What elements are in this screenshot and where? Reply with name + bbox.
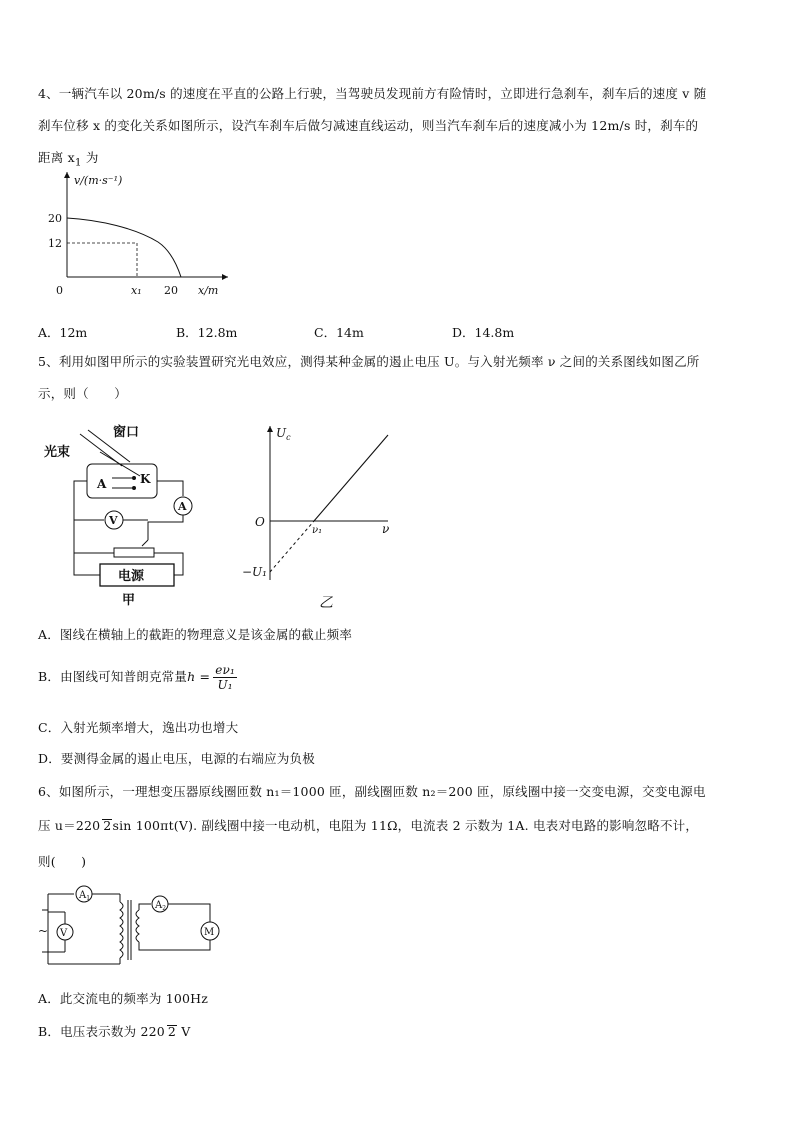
q5-option-d: D．要测得金属的遏止电压，电源的右端应为负极 xyxy=(38,751,315,766)
q6-ammeter-1-label: $A_1$ xyxy=(79,890,91,902)
q5-figure-a-apparatus xyxy=(40,420,200,610)
q6-text-line3: 则( ) xyxy=(38,854,87,869)
q4-text-line2: 刹车位移 x 的变化关系如图所示，设汽车刹车后做匀减速直线运动，则当汽车刹车后的速度减小为 12m/s 时，刹车的 xyxy=(38,118,699,133)
q5-x-tick-v1: ν₁ xyxy=(312,525,323,536)
q5-extrapolated-line xyxy=(270,521,314,572)
q5-window-label: 窗口 xyxy=(113,425,140,440)
q5-x-axis-label: ν xyxy=(382,522,390,536)
q5-cathode-label: K xyxy=(140,472,151,486)
q6-ac-source-icon: ~ xyxy=(38,924,49,938)
q4-x-axis-label: x/m xyxy=(198,284,219,297)
q5-source-label: 电源 xyxy=(118,569,145,584)
q5-fig-a-caption: 甲 xyxy=(122,593,136,608)
q4-text-line3: 距离 $x_1$ 为 xyxy=(38,150,99,169)
q4-option-d: D．14.8m xyxy=(452,325,515,340)
q4-option-b: B．12.8m xyxy=(176,325,238,340)
q5-ammeter-label: A xyxy=(178,500,187,513)
q4-x-tick-x1: x₁ xyxy=(131,284,142,297)
q4-option-c: C．14m xyxy=(314,325,364,340)
q5-y-intercept-label: −U₁ xyxy=(242,565,267,579)
q4-option-a: A．12m xyxy=(38,325,88,340)
q5-light-label: 光束 xyxy=(44,445,71,460)
q4-velocity-displacement-graph xyxy=(40,170,240,300)
q5-option-a: A．图线在横轴上的截距的物理意义是该金属的截止频率 xyxy=(38,627,353,642)
q5-stop-voltage-line xyxy=(314,435,388,521)
q5-anode-label: A xyxy=(97,477,107,491)
q5-voltmeter-label: V xyxy=(109,514,118,527)
q4-y-tick-20: 20 xyxy=(48,212,62,225)
q6-text-line1: 6、如图所示，一理想变压器原线圈匝数 n₁＝1000 匝，副线圈匝数 n₂＝200 匝，原线圈中接一交变电源，交变电源电 xyxy=(38,784,706,799)
q4-velocity-curve xyxy=(67,218,181,277)
q6-motor-label: M xyxy=(204,927,215,938)
q6-primary-coil xyxy=(120,902,123,958)
q6-ammeter-2-label: $A_2$ xyxy=(155,900,167,912)
q4-text-line1: 4、一辆汽车以 20m/s 的速度在平直的公路上行驶，当驾驶员发现前方有险情时，立即进行急刹车，刹车后的速度 v 随 xyxy=(38,86,707,101)
q6-transformer-circuit xyxy=(38,880,228,975)
q6-option-a: A．此交流电的频率为 100Hz xyxy=(38,991,209,1006)
q4-y-axis-label: v/(m·s⁻¹) xyxy=(74,174,123,187)
q6-voltmeter-label: V xyxy=(60,928,68,939)
q5-option-b: B．由图线可知普朗克常量h = $\frac{\text{eν₁}}{\text{U₁}}$ xyxy=(38,663,236,692)
q5-rheostat xyxy=(114,548,154,557)
q5-origin-label: O xyxy=(255,515,265,529)
q5-option-c: C．入射光频率增大，逸出功也增大 xyxy=(38,720,239,735)
q4-x-tick-20: 20 xyxy=(164,284,178,297)
q5-figure-b-graph xyxy=(236,420,406,615)
q4-origin-label: 0 xyxy=(56,284,63,297)
q6-option-b: B．电压表示数为 220 2 V xyxy=(38,1024,191,1039)
q5-y-axis-label: $U_c$ xyxy=(276,426,291,442)
q4-options xyxy=(38,323,514,341)
q5-fig-b-caption: 乙 xyxy=(319,595,333,611)
q6-secondary-coil xyxy=(136,910,139,942)
q6-text-line2: 压 u＝220 2sin 100πt(V). 副线圈中接一电动机，电阻为 11Ω，电流表 2 示数为 1A. 电表对电路的影响忽略不计， xyxy=(38,818,699,833)
q4-y-tick-12: 12 xyxy=(48,237,62,250)
q5-text-line2: 示，则（ ） xyxy=(38,386,127,401)
q5-text-line1: 5、利用如图甲所示的实验装置研究光电效应，测得某种金属的遏止电压 U。与入射光频率 ν 之间的关系图线如图乙所 xyxy=(38,354,700,369)
